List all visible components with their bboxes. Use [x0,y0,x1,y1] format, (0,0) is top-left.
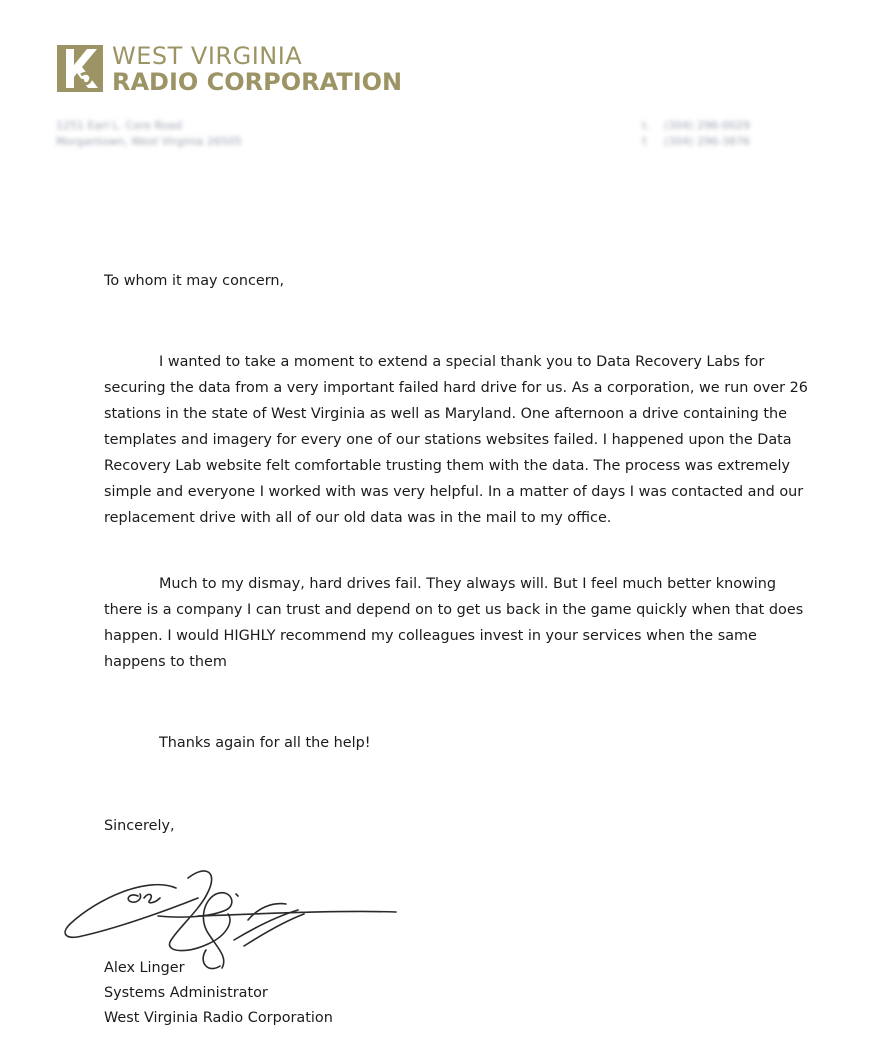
closing: Sincerely, [104,818,175,834]
phone-label: t. [642,119,650,132]
thanks-line: Thanks again for all the help! [159,735,371,751]
company-name-line2: RADIO CORPORATION [112,68,403,96]
fax-number: (304) 296-3876 [664,135,751,148]
signature-block [104,956,333,1031]
paragraph-2: Much to my dismay, hard drives fail. They always will. But I feel much better knowing there is a company I can trust and depend on to get us back in the game quickly when that does happen. I would HIGHLY recommend my colleagues invest in your services when the same happens to them [104,576,804,670]
signatory-organization: West Virginia Radio Corporation [104,1010,333,1026]
fax-row [642,134,750,150]
phone-number: (304) 296-0029 [664,119,751,132]
letter-body [104,268,816,839]
company-logo-icon [57,45,103,92]
salutation: To whom it may concern, [104,273,285,289]
signatory-title: Systems Administrator [104,985,268,1001]
fax-label: f. [642,135,649,148]
address-line2: Morgantown, West Virginia 26505 [56,135,242,148]
company-contact [642,118,750,150]
company-name-line1: WEST VIRGINIA [112,42,303,70]
phone-row [642,118,750,134]
company-address [56,118,242,150]
paragraph-1: I wanted to take a moment to extend a special thank you to Data Recovery Labs for securing the data from a very important failed hard drive for us. As a corporation, we run over 26 stations in the state of West Virginia as well as Maryland. One afternoon a drive containing the templates and imagery for every one of our stations websites failed. I happened upon the Data Recovery Lab website felt comfortable trusting them with the data. The process was extremely simple and everyone I worked with was very helpful. In a matter of days I was contacted and our replacement drive with all of our old data was in the mail to my office. [104,354,808,526]
signatory-name: Alex Linger [104,960,185,976]
company-logo-text [112,44,402,94]
address-line1: 1251 Earl L. Core Road [56,119,182,132]
